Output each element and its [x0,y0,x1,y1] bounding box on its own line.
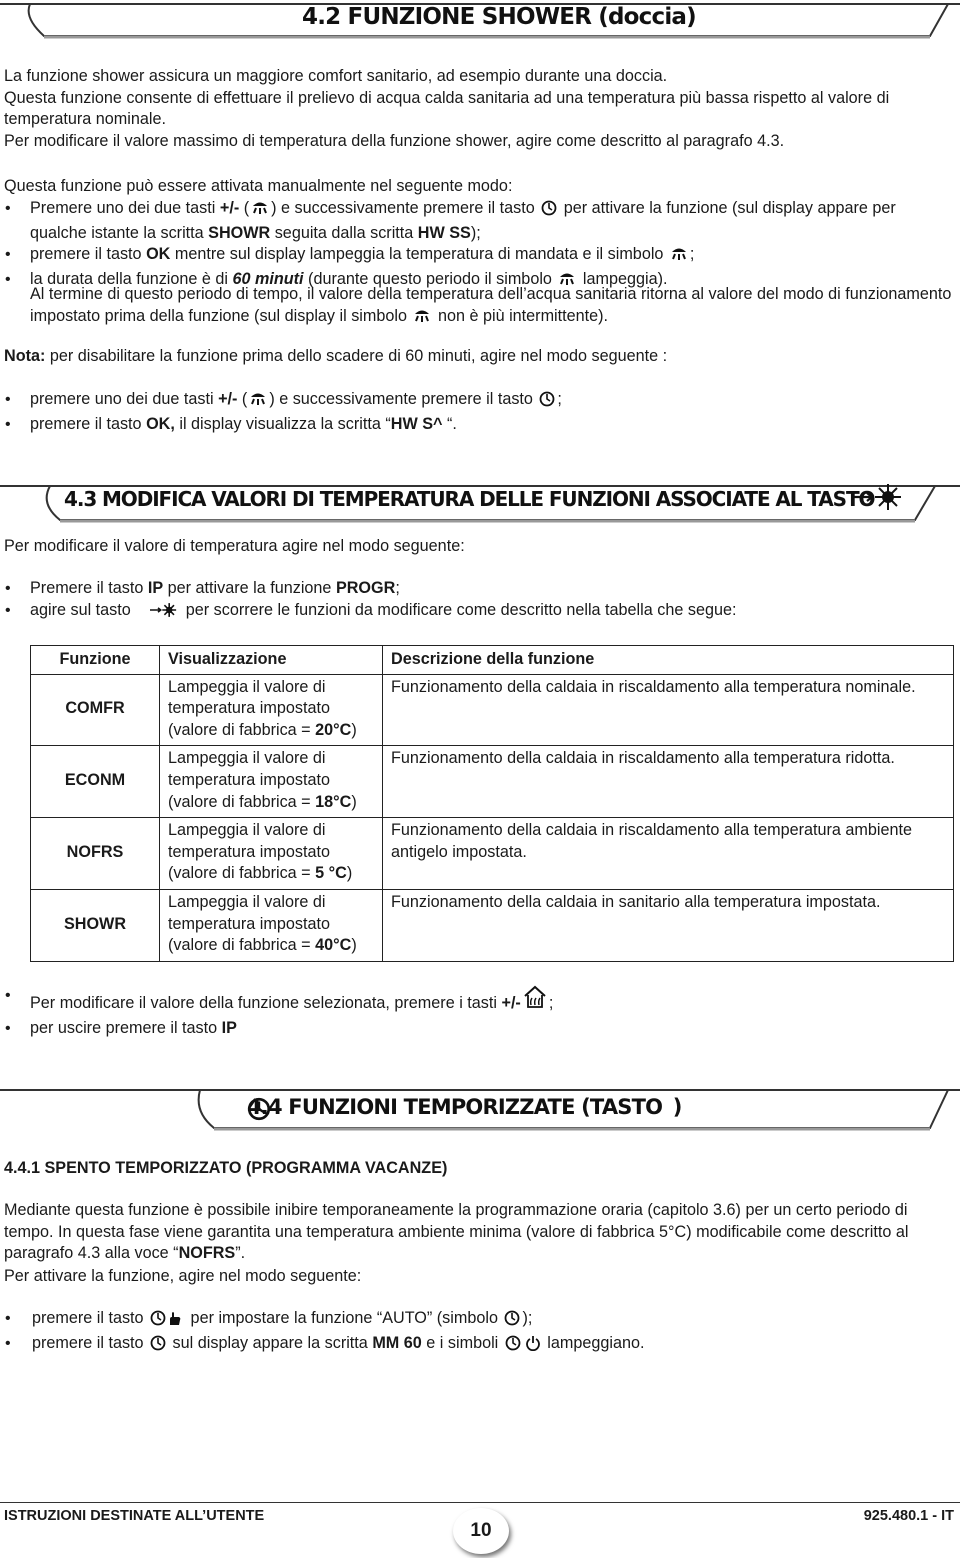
visualization-cell: Lampeggia il valore di temperatura impostato (valore di fabbrica = 40°C) [160,889,383,961]
function-code: COMFR [31,674,160,746]
end-of-period-paragraph: Al termine di questo periodo di tempo, il valore della temperatura dell’acqua sanitaria ritorna al valore del modo di funzionamento impostato prima della funzione (sul display il simbolo non è più intermittente). [30,284,954,330]
subsection-title-4-4-1: 4.4.1 SPENTO TEMPORIZZATO (PROGRAMMA VACANZE) [4,1159,448,1177]
intro-paragraph [4,66,954,152]
footer-divider [0,1502,960,1503]
function-code: SHOWR [31,889,160,961]
clock-hand-icon [150,1310,184,1333]
note-label: Nota: [4,347,46,365]
section-title-4-2: 4.2 FUNZIONE SHOWER (doccia) [302,4,696,30]
disable-steps [4,389,954,435]
section-title-4-3: 4.3 MODIFICA VALORI DI TEMPERATURA DELLE FUNZIONI ASSOCIATE AL TASTO [64,487,875,511]
column-header: Visualizzazione [160,646,383,675]
activate-intro: Per attivare la funzione, agire nel modo seguente: [4,1267,362,1285]
section-title-4-4: 4.4 FUNZIONI TEMPORIZZATE (TASTO ) [247,1095,682,1119]
moon-sun-key-icon [137,602,179,625]
visualization-cell: Lampeggia il valore di temperatura impostato (valore di fabbrica = 18°C) [160,746,383,818]
clock-icon [541,200,557,223]
shower-icon [670,246,688,269]
shower-icon [413,308,431,331]
clock-icon [504,1310,520,1333]
function-code: NOFRS [31,818,160,890]
list-item: • Premere il tasto IP per attivare la funzione PROGR; [4,578,954,600]
vacation-paragraph: Mediante questa funzione è possibile inibire temporaneamente la programmazione oraria (capitolo 3.6) per un certo periodo di tempo. In questa fase viene garantita una temperatura ambiente minima (valore di fabbrica 5°C) modificabile come descritto al paragrafo 4.3 alla voce “NOFRS”. [4,1201,909,1263]
shower-icon [249,391,267,414]
list-item: • premere uno dei due tasti +/- ( ) e successivamente premere il tasto ; [4,389,954,414]
description-cell: Funzionamento della caldaia in sanitario alla temperatura impostata. [383,889,954,961]
description-cell: Funzionamento della caldaia in riscaldamento alla temperatura nominale. [383,674,954,746]
shower-activation-steps [4,198,954,293]
table-row [31,889,954,961]
plus-minus-key: +/- [219,199,240,217]
intro-line-3: Per modificare il valore massimo di temperatura della funzione shower, agire come descritto al paragrafo 4.3. [4,131,785,150]
vacation-steps [4,1308,954,1357]
shower-icon [251,200,269,223]
list-item: • premere il tasto OK mentre sul display lampeggia la temperatura di mandata e il simbolo ; [4,244,954,269]
modify-intro: Per modificare il valore di temperatura agire nel modo seguente: [4,537,465,555]
section-header-4-4 [0,1084,960,1134]
table-header-row [31,646,954,675]
table-row [31,674,954,746]
list-item: • premere il tasto OK, il display visualizza la scritta “HW S^ “. [4,414,954,436]
list-item: • premere il tasto per impostare la funzione “AUTO” (simbolo ); [4,1308,954,1333]
clock-icon [539,391,555,414]
function-code: ECONM [31,746,160,818]
modify-steps [4,578,954,624]
manual-activation-intro: Questa funzione può essere attivata manualmente nel seguente modo: [4,177,513,195]
column-header: Funzione [31,646,160,675]
footer-label: ISTRUZIONI DESTINATE ALL’UTENTE [4,1508,265,1524]
table-row [31,746,954,818]
power-icon [525,1335,541,1358]
list-item: • la durata della funzione è di 60 minuti (durante questo periodo il simbolo lampeggia). [4,269,954,294]
section-header-4-2 [0,0,960,40]
intro-line-1: La funzione shower assicura un maggiore comfort sanitario, ad esempio durante una doccia. [4,67,668,85]
page-number: 10 [453,1508,509,1554]
house-radiator-icon [523,985,547,1018]
description-cell: Funzionamento della caldaia in riscaldamento alla temperatura ridotta. [383,746,954,818]
table-row [31,818,954,890]
after-table-steps [4,985,954,1039]
list-item: • Premere uno dei due tasti +/- ( ) e successivamente premere il tasto per attivare la funzione (sul display appare per qualche istante la scritta SHOWR seguita dalla scritta HW SS); [4,198,954,244]
column-header: Descrizione della funzione [383,646,954,675]
section-header-4-3 [0,474,960,524]
list-item: • premere il tasto sul display appare la scritta MM 60 e i simboli lampeggiano. [4,1333,954,1358]
document-code: 925.480.1 - IT [863,1508,954,1524]
list-item: • Per modificare il valore della funzione selezionata, premere i tasti +/- ; [4,985,954,1018]
list-item: • per uscire premere il tasto IP [4,1018,954,1040]
visualization-cell: Lampeggia il valore di temperatura impostato (valore di fabbrica = 5 °C) [160,818,383,890]
clock-icon [150,1335,166,1358]
intro-line-2: Questa funzione consente di effettuare il prelievo di acqua calda sanitaria ad una temperatura più bassa rispetto al valore di temperatura nominale. [4,88,890,129]
note-paragraph: Nota: per disabilitare la funzione prima dello scadere di 60 minuti, agire nel modo seguente : [4,347,668,365]
visualization-cell: Lampeggia il valore di temperatura impostato (valore di fabbrica = 20°C) [160,674,383,746]
functions-table [30,645,954,962]
clock-icon [505,1335,521,1358]
description-cell: Funzionamento della caldaia in riscaldamento alla temperatura ambiente antigelo impostata. [383,818,954,890]
list-item: • agire sul tasto per scorrere le funzioni da modificare come descritto nella tabella che segue: [4,600,954,625]
